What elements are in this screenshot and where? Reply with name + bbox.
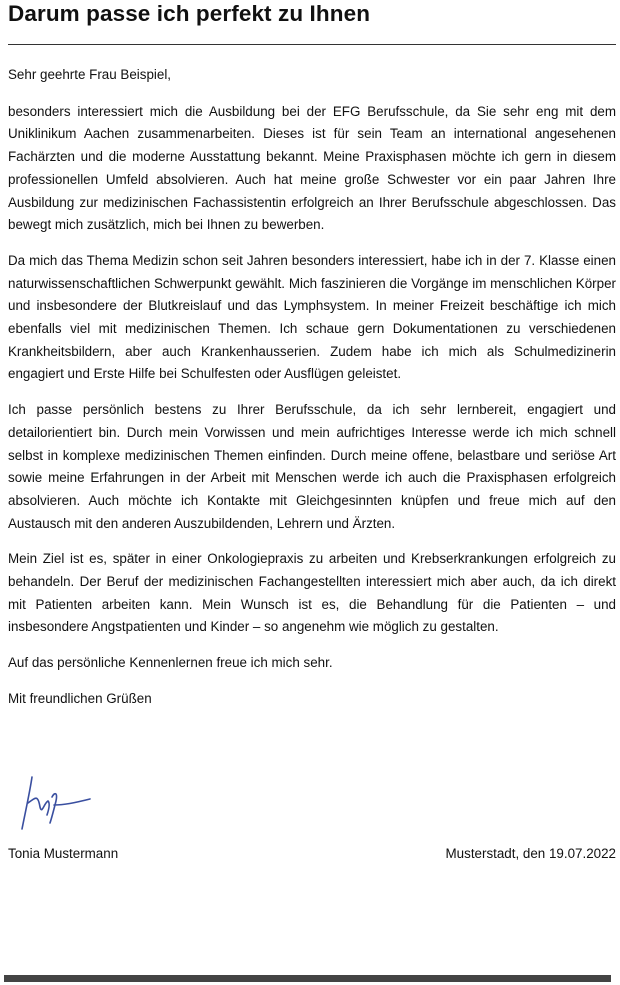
paragraph-personal-fit: Ich passe persönlich bestens zu Ihrer Berufsschule, da ich sehr lernbereit, engagiert und detailorientiert bin. Durch mein Vorwissen und mein aufrichtiges Interesse werde ich mich schnell selbst in komplexe medizinischen Themen einfinden. Durch meine offene, belastbare und seriöse Art sowie meine Erfahrungen in der Arbeit mit Menschen werde ich auch die Praxisphasen erfolgreich absolvieren. Auch möchte ich Kontakte mit Gleichgesinnten knüpfen und freue mich auf den Austausch mit den anderen Auszubildenden, Lehrern und Ärzten. (8, 402, 616, 531)
footer-bar (4, 975, 611, 982)
place-date: Musterstadt, den 19.07.2022 (445, 846, 616, 861)
paragraph-motivation-school: besonders interessiert mich die Ausbildung bei der EFG Berufsschule, da Sie sehr eng mit dem Uniklinikum Aachen zusammenarbeiten. Dieses ist für sein Team an international angesehenen Fachärzten und die moderne Ausstattung bekannt. Meine Praxisphasen möchte ich gern in diesem professionellen Umfeld absolvieren. Auch hat meine große Schwester vor ein paar Jahren Ihre Ausbildung zur medizinischen Fachassistentin erfolgreich an Ihrer Berufsschule abgeschlossen. Das bewegt mich zusätzlich, mich bei Ihnen zu bewerben. (8, 103, 616, 233)
salutation: Sehr geehrte Frau Beispiel, (8, 67, 172, 82)
paragraph-interest-medicine: Da mich das Thema Medizin schon seit Jahren besonders interessiert, habe ich in der 7. Klasse einen naturwissenschaftlichen Schwerpunkt gewählt. Mich faszinieren die Vorgänge im menschlichen Körper und insbesondere der Blutkreislauf und das Lymphsystem. In meiner Freizeit beschäftige ich mich ebenfalls viel mit medizinischen Themen. Ich schaue gern Dokumentationen zu verschiedenen Krankheitsbildern, aber auch Krankenhausserien. Zudem habe ich mich als Schulmedizinerin engagiert und Erste Hilfe bei Schulfesten oder Ausflügen geleistet. (8, 252, 616, 382)
regards: Mit freundlichen Grüßen (8, 690, 152, 706)
page-title: Darum passe ich perfekt zu Ihnen (8, 1, 371, 26)
letter-body (8, 64, 616, 724)
title-divider (8, 44, 616, 45)
paragraph-career-goal: Mein Ziel ist es, später in einer Onkologiepraxis zu arbeiten und Krebserkrankungen erfolgreich zu behandeln. Der Beruf der medizinischen Fachangestellten interessiert mich aber auch, da ich direkt mit Patienten arbeiten kann. Mein Wunsch ist es, die Behandlung für die Patienten – und insbesondere Angstpatienten und Kinder – so angenehm wie möglich zu gestalten. (8, 551, 616, 635)
closing-line: Auf das persönliche Kennenlernen freue ich mich sehr. (8, 655, 333, 671)
sender-name: Tonia Mustermann (8, 846, 119, 861)
handwritten-signature (14, 773, 104, 835)
